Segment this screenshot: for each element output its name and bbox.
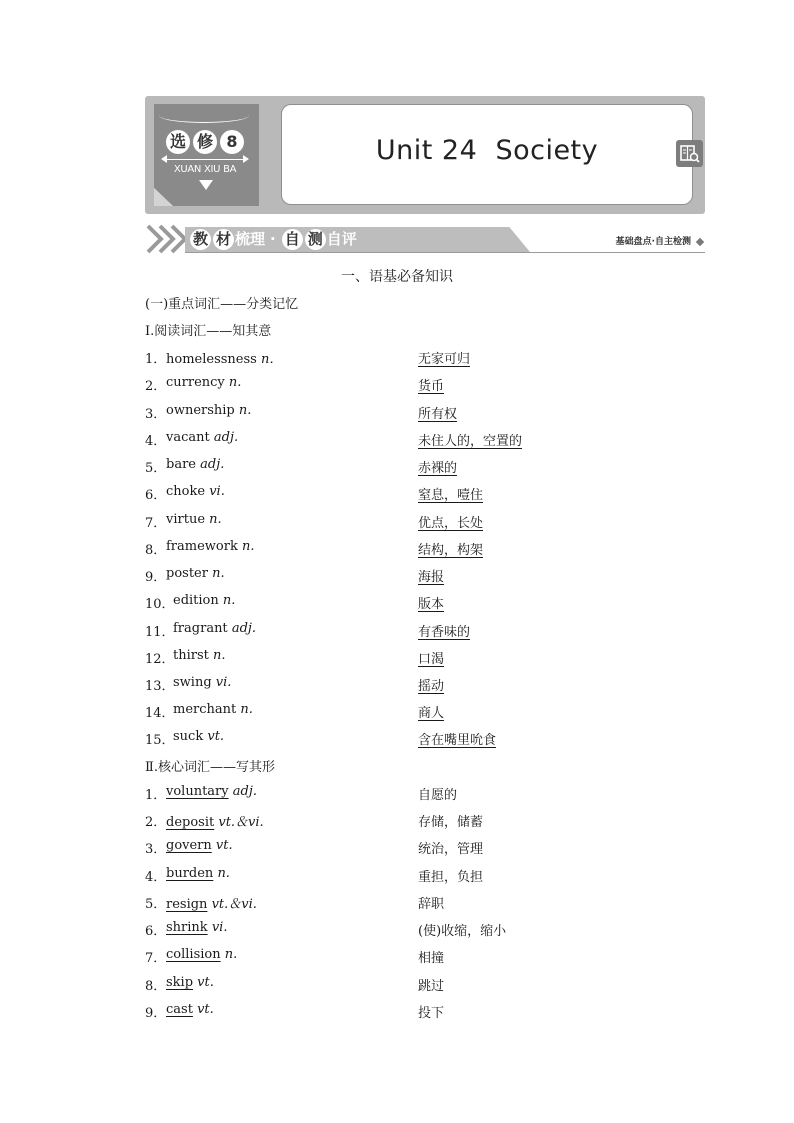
item-number: 4． (145, 870, 167, 885)
down-triangle-icon (199, 180, 213, 190)
section-bar (145, 224, 705, 254)
answer: 无家可归 (418, 352, 471, 367)
double-arrow-icon (163, 159, 247, 160)
vocab-word: virtue n. (166, 512, 222, 527)
section-subtitle: 基础盘点·自主检测 (615, 237, 691, 247)
vocab-word: resign vt.＆vi. (166, 897, 257, 912)
vocab-word: choke vi. (166, 484, 225, 499)
vocab-word: merchant n. (173, 702, 253, 717)
meaning: 投下 (418, 1006, 445, 1021)
item-number: 5． (145, 897, 167, 912)
unit-banner (145, 96, 705, 214)
section-title-dot: · (270, 230, 276, 248)
vocab-word: skip vt. (166, 975, 214, 990)
vocab-word: deposit vt.＆vi. (166, 815, 264, 830)
answer: 所有权 (418, 407, 458, 422)
unit-title: Unit 24 Society (375, 135, 599, 166)
item-number: 3． (145, 407, 167, 422)
subheading: (一)重点词汇——分类记忆 (145, 297, 299, 312)
section-title (189, 227, 357, 252)
chevron-right-icon (145, 224, 189, 254)
meaning: 辞职 (418, 897, 445, 912)
vocab-row (145, 348, 705, 368)
section-title-text: 自评 (326, 230, 357, 248)
answer: 口渴 (418, 652, 445, 667)
meaning: 自愿的 (418, 788, 458, 803)
answer: 窒息，噎住 (418, 488, 484, 503)
answer: 未住人的，空置的 (418, 434, 523, 449)
badge-arc-decoration (159, 108, 249, 123)
item-number: 3． (145, 842, 167, 857)
vocab-row (145, 947, 705, 967)
meaning: 存储，储蓄 (418, 815, 484, 830)
badge-title (157, 130, 253, 154)
vocab-row (145, 593, 705, 613)
answer: 赤裸的 (418, 461, 458, 476)
item-number: 9． (145, 1006, 167, 1021)
badge-pinyin: XUAN XIU BA (173, 164, 237, 175)
vocab-word: swing vi. (173, 675, 232, 690)
vocab-word: poster n. (166, 566, 225, 581)
vocab-word: vacant adj. (166, 430, 239, 445)
vocab-row (145, 702, 705, 722)
vocab-row (145, 539, 705, 559)
vocab-word: edition n. (173, 593, 236, 608)
vocab-word: burden n. (166, 866, 230, 881)
item-number: 2． (145, 815, 167, 830)
meaning: 跳过 (418, 979, 445, 994)
item-number: 9． (145, 570, 167, 585)
vocab-row (145, 784, 705, 804)
vocab-word: cast vt. (166, 1002, 214, 1017)
vocab-word: currency n. (166, 375, 242, 390)
item-number: 5． (145, 461, 167, 476)
section-title-char: 材 (213, 229, 234, 250)
answer: 版本 (418, 597, 445, 612)
item-number: 6． (145, 924, 167, 939)
vocab-row (145, 893, 705, 913)
vocab-word: suck vt. (173, 729, 225, 744)
item-number: 10． (145, 597, 175, 612)
vocab-row (145, 566, 705, 586)
meaning: 相撞 (418, 951, 445, 966)
badge-char: 8 (220, 130, 244, 154)
item-number: 1． (145, 788, 167, 803)
item-number: 7． (145, 516, 167, 531)
item-number: 7． (145, 951, 167, 966)
answer: 海报 (418, 570, 445, 585)
vocab-word: homelessness n． (166, 352, 283, 367)
vocab-row (145, 648, 705, 668)
section-heading: 一、语基必备知识 (341, 269, 453, 285)
answer: 结构，构架 (418, 543, 484, 558)
vocab-row (145, 866, 705, 886)
book-search-icon[interactable] (676, 140, 703, 167)
vocab-word: voluntary adj. (166, 784, 257, 799)
part1-heading: Ⅰ.阅读词汇——知其意 (145, 324, 272, 339)
vocab-row (145, 484, 705, 504)
vocab-row (145, 1002, 705, 1022)
item-number: 8． (145, 979, 167, 994)
item-number: 11． (145, 625, 175, 640)
vocab-word: shrink vi. (166, 920, 228, 935)
item-number: 15． (145, 733, 175, 748)
vocab-row (145, 457, 705, 477)
vocab-word: thirst n. (173, 648, 226, 663)
section-title-char: 自 (282, 229, 303, 250)
vocab-row (145, 375, 705, 395)
vocab-word: collision n. (166, 947, 238, 962)
meaning: (使)收缩，缩小 (418, 924, 507, 939)
badge-char: 选 (166, 130, 190, 154)
answer: 优点，长处 (418, 516, 484, 531)
item-number: 1． (145, 352, 167, 367)
vocab-row (145, 403, 705, 423)
section-divider (185, 252, 705, 253)
vocab-row (145, 675, 705, 695)
answer: 含在嘴里吮食 (418, 733, 497, 748)
section-title-text: 梳理 (235, 230, 266, 248)
vocab-row (145, 621, 705, 641)
meaning: 统治，管理 (418, 842, 484, 857)
diamond-icon (696, 238, 704, 246)
vocab-row (145, 838, 705, 858)
answer: 有香味的 (418, 625, 471, 640)
vocab-word: ownership n. (166, 403, 252, 418)
item-number: 14． (145, 706, 175, 721)
item-number: 4． (145, 434, 167, 449)
vocab-row (145, 512, 705, 532)
vocab-row (145, 920, 705, 940)
vocab-row (145, 729, 705, 749)
answer: 货币 (418, 379, 445, 394)
vocab-word: bare adj. (166, 457, 225, 472)
vocab-row (145, 975, 705, 995)
vocab-row (145, 430, 705, 450)
badge-char: 修 (193, 130, 217, 154)
vocab-row (145, 811, 705, 831)
title-panel (281, 104, 693, 205)
part2-heading: Ⅱ.核心词汇——写其形 (145, 760, 275, 775)
answer: 商人 (418, 706, 445, 721)
item-number: 13． (145, 679, 175, 694)
item-number: 2． (145, 379, 167, 394)
section-title-char: 教 (190, 229, 211, 250)
meaning: 重担，负担 (418, 870, 484, 885)
vocab-word: govern vt. (166, 838, 233, 853)
answer: 摇动 (418, 679, 445, 694)
item-number: 6． (145, 488, 167, 503)
section-title-char: 测 (305, 229, 326, 250)
vocab-word: framework n. (166, 539, 255, 554)
item-number: 12． (145, 652, 175, 667)
vocab-word: fragrant adj. (173, 621, 257, 636)
item-number: 8． (145, 543, 167, 558)
